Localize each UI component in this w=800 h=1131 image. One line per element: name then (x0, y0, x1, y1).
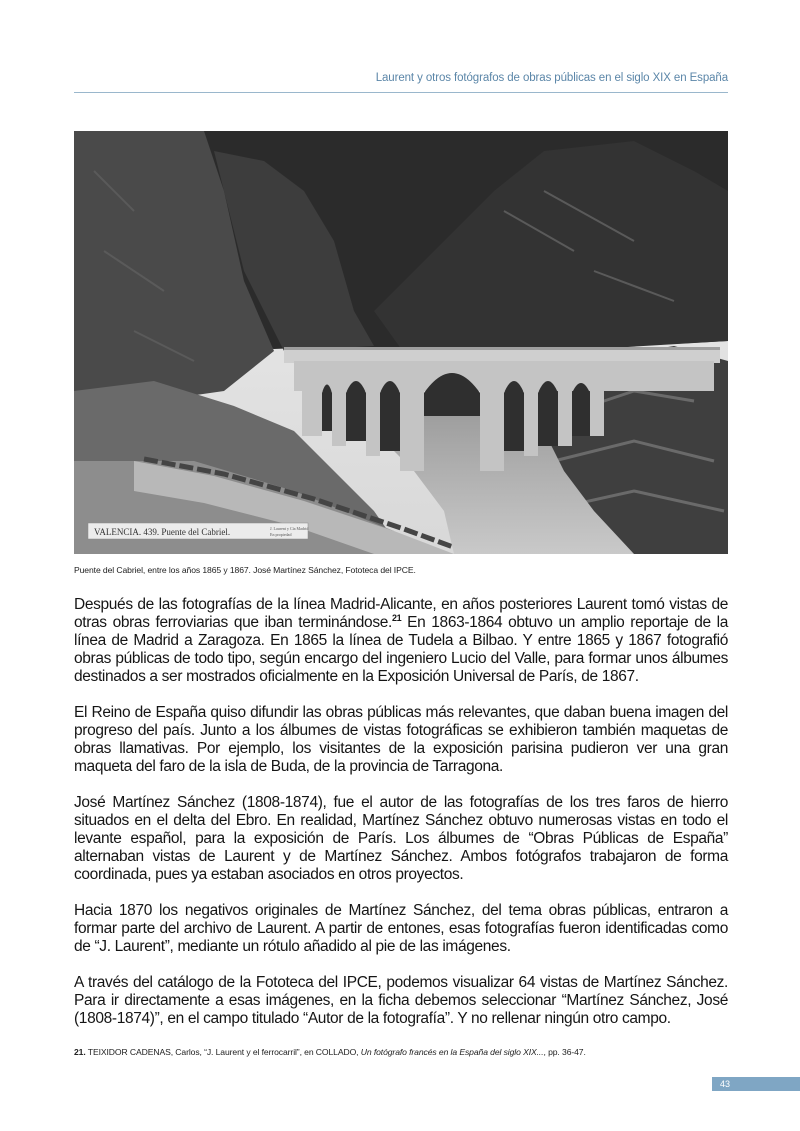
bridge-photograph (74, 131, 728, 554)
footnote (74, 1047, 728, 1057)
running-header: Laurent y otros fotógrafos de obras públicas en el siglo XIX en España (375, 72, 728, 84)
header-rule (74, 92, 728, 93)
plate-sublabel-2: En propiedad (270, 532, 292, 537)
paragraph-4: Hacia 1870 los negativos originales de Martínez Sánchez, del tema obras públicas, entraron a formar parte del archivo de Laurent. A partir de entones, esas fotografías fueron identificadas como de “J. Laurent”, mediante un rótulo añadido al pie de las imágenes. (74, 902, 728, 955)
footnote-number: 21. (74, 1047, 86, 1057)
body-text (74, 596, 728, 1046)
paragraph-5: A través del catálogo de la Fototeca del IPCE, podemos visualizar 64 vistas de Martínez Sánchez. Para ir directamente a esas imágenes, en la ficha debemos seleccionar “Martínez Sánchez, José (1808-1874)”, en el campo titulado “Autor de la fotografía”. Y no rellenar ningún otro campo. (74, 974, 728, 1027)
footnote-title: Un fotógrafo francés en la España del siglo XIX... (360, 1047, 544, 1057)
paragraph-1 (74, 596, 728, 686)
paragraph-3: José Martínez Sánchez (1808-1874), fue el autor de las fotografías de los tres faros de hierro situados en el delta del Ebro. En realidad, Martínez Sánchez obtuvo numerosas vistas en todo el levante español, para la exposición de París. Los álbumes de “Obras Públicas de España” alternaban vistas de Laurent y de Martínez Sánchez. Ambos fotógrafos trabajaron de forma coordinada, pues ya estaban asociados en otros proyectos. (74, 794, 728, 883)
paragraph-1-part-b: En 1863-1864 obtuvo un amplio reportaje de la línea de Madrid a Zaragoza. En 1865 la línea de Tudela a Bilbao. Y entre 1865 y 1867 fotografió obras públicas de todo tipo, según encargo del ingeniero Lucio del Valle, para formar unos álbumes destinados a ser mostrados oficialmente en la Exposición Universal de París, de 1867. (74, 614, 728, 685)
footnote-text-b: , pp. 36-47. (543, 1047, 586, 1057)
paragraph-2: El Reino de España quiso difundir las obras públicas más relevantes, que daban buena imagen del progreso del país. Junto a los álbumes de vistas fotográficas se exhibieron también maquetas de obras llamativas. Por ejemplo, los visitantes de la exposición parisina pudieron ver una gran maqueta del faro de la isla de Buda, de la provincia de Tarragona. (74, 704, 728, 775)
paragraph-1-part-a: Después de las fotografías de la línea Madrid-Alicante, en años posteriores Laurent tomó vistas de otras obras ferroviarias que iban terminándose. (74, 596, 728, 631)
plate-label: VALENCIA. 439. Puente del Cabriel. (94, 527, 231, 537)
footnote-text-a: TEIXIDOR CADENAS, Carlos, “J. Laurent y el ferrocarril”, en COLLADO, (85, 1047, 361, 1057)
figure-caption: Puente del Cabriel, entre los años 1865 y 1867. José Martínez Sánchez, Fototeca del IPCE. (74, 565, 416, 575)
footnote-ref: 21 (391, 612, 402, 623)
page-number: 43 (712, 1077, 800, 1091)
plate-sublabel-1: J. Laurent y Cía Madrid (270, 526, 309, 531)
